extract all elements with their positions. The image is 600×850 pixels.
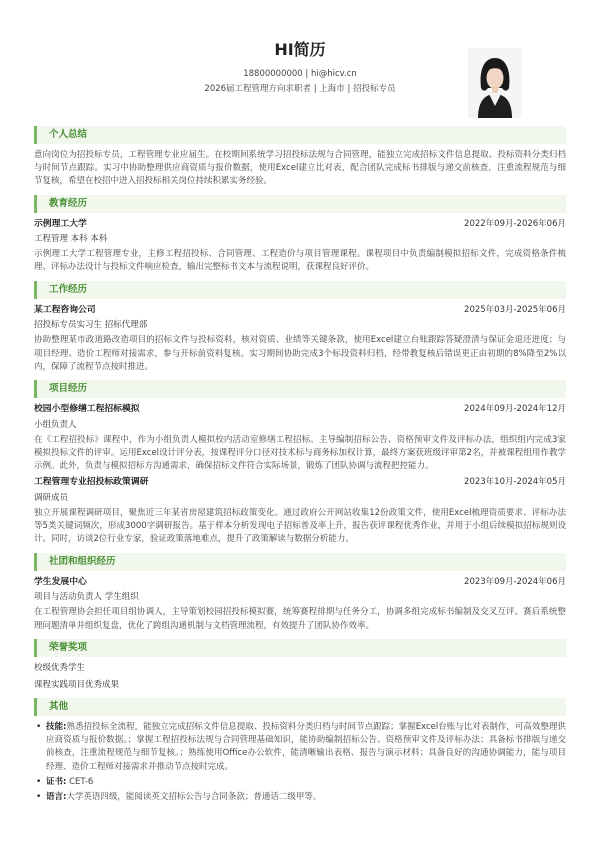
education-desc: 示例理工大学工程管理专业，主修工程招投标、合同管理、工程造价与项目管理课程。课程项目中负责编制模拟招标文件，完成资格条件梳理、评标办法设计与投标文件响应检查，输出完整标书文本与流程说明，获课程良好评价。 (34, 249, 566, 273)
section-projects (34, 380, 566, 547)
work-role: 招投标专员实习生 招标代理部 (34, 320, 148, 331)
summary-text: 意向岗位为招投标专员，工程管理专业应届生。在校期间系统学习招投标法规与合同管理，能独立完成招标文件信息提取、投标资料分类归档与时间节点跟踪。实习中协助整理供应商资质与报价数据，使用Excel建立比对表，配合团队完成标书排版与递交前核查，注重流程规范与细节复核，希望在校招中进入招投标相关岗位持续积累实务经验。 (34, 150, 566, 187)
project-desc: 在《工程招投标》课程中，作为小组负责人模拟校内活动室修缮工程招标。主导编制招标公告、资格预审文件及评标办法，组织组内完成3家模拟投标文件的评审。运用Excel设计评分表，按课程评分口径对技术标与商务标加权计算，最终方案获班级评审第2名，并被课程组用作教学示例。此外，负责与模拟招标方沟通需求，确保招标文件符合实际场景，锻炼了团队协调与流程把控能力。 (34, 434, 566, 472)
bullet-icon: • (36, 791, 42, 802)
section-others (34, 698, 566, 804)
work-desc: 协助整理某市政道路改造项目的招标文件与投标资料，核对资质、业绩等关键条款，使用Excel建立台账跟踪答疑澄清与保证金退还进度；与项目经理、造价工程师对接需求，参与开标前资料复核。实习期间协助完成3个标段资料归档，经带教复核后错误更正由初期的8%降至2%以内，保障了流程节点按时推进。 (34, 335, 566, 372)
campus-org: 学生发展中心 (34, 576, 87, 587)
others-text: CET-6 (69, 776, 94, 787)
section-education (34, 195, 566, 275)
others-text: 熟悉招投标全流程，能独立完成招标文件信息提取、投标资料分类归档与时间节点跟踪；掌握Excel台账与比对表制作，可高效整理供应商资质与报价数据。；掌握工程招投标法规与合同管理基础知识，能协助编制招标公告、资格预审文件及评标办法；具备标书排版与递交前核查，注重流程规范与细节复核。；熟练使用Office办公软件，能清晰输出表格、报告与演示材料；具备良好的沟通协调能力，能与项目经理、造价工程师对接需求并推动节点按时完成。 (46, 722, 566, 772)
honor-item: 课程实践项目优秀成果 (34, 679, 120, 690)
project-desc: 独立开展课程调研项目，聚焦近三年某省房屋建筑招标政策变化。通过政府公开网站收集12份政策文件，使用Excel梳理资质要求、评标办法等5类关键词频次，形成3000字调研报告。基于样本分析发现电子招标普及率上升，报告获评课程优秀作业，并用于小组后续模拟招标规则设计。同时，访谈2位行业专家，验证政策落地难点，提升了政策解读与数据分析能力。 (34, 508, 566, 545)
education-major: 工程管理 本科 本科 (34, 234, 108, 245)
others-label: 语言: (46, 791, 67, 802)
others-list (34, 721, 566, 804)
bullet-icon: • (36, 776, 42, 787)
work-date: 2025年03月-2025年06月 (464, 304, 566, 315)
campus-desc: 在工程管理协会担任项目组协调人，主导策划校园招投标模拟赛，统筹赛程排期与任务分工，协调多组完成标书编制及交叉互评。赛后系统整理问题清单并组织复盘，优化了跨组沟通机制与文档管理流程，有效提升了团队协作效率。 (34, 607, 566, 631)
others-text: 大学英语四级，能阅读英文招标公告与合同条款；普通话二级甲等。 (66, 791, 322, 802)
project-role: 调研成员 (34, 492, 69, 503)
job-intent: 2026届工程管理方向求职者 | 上海市 | 招投标专员 (204, 84, 396, 95)
section-title-summary: 个人总结 (34, 126, 566, 144)
others-label: 证书: (46, 776, 67, 787)
section-summary (34, 126, 566, 189)
work-entry (34, 304, 566, 374)
others-item-language (34, 791, 566, 804)
education-date: 2022年09月-2026年06月 (464, 218, 566, 229)
section-honors (34, 639, 566, 692)
others-item-skills (34, 721, 566, 774)
campus-role: 项目与活动负责人 学生组织 (34, 592, 139, 603)
project-date: 2023年10月-2024年05月 (464, 477, 566, 488)
project-name: 校园小型修缮工程招标模拟 (34, 403, 140, 414)
others-item-certs (34, 776, 566, 789)
project-entry (34, 476, 566, 546)
education-entry (34, 218, 566, 275)
section-work (34, 281, 566, 374)
section-title-campus: 社团和组织经历 (34, 553, 566, 571)
project-role: 小组负责人 (34, 419, 77, 430)
section-title-education: 教育经历 (34, 195, 566, 213)
project-date: 2024年09月-2024年12月 (464, 403, 566, 414)
others-label: 技能: (46, 722, 67, 733)
resume-name: HI简历 (274, 40, 326, 59)
work-company: 某工程咨询公司 (34, 304, 96, 315)
section-title-work: 工作经历 (34, 281, 566, 299)
honor-item: 校级优秀学生 (34, 662, 86, 673)
project-entry (34, 403, 566, 473)
contact-info: 18800000000 | hi@hicv.cn (243, 69, 357, 80)
section-title-others: 其他 (34, 698, 566, 716)
education-school: 示例理工大学 (34, 218, 87, 229)
section-title-projects: 项目经历 (34, 380, 566, 398)
portrait-photo (468, 48, 522, 118)
bullet-icon: • (36, 722, 42, 733)
portrait-icon (468, 48, 522, 118)
campus-date: 2023年09月-2024年06月 (464, 576, 566, 587)
resume-header (34, 0, 566, 120)
project-name: 工程管理专业招投标政策调研 (34, 477, 149, 488)
section-campus (34, 553, 566, 633)
campus-entry (34, 576, 566, 633)
section-title-honors: 荣誉奖项 (34, 639, 566, 657)
